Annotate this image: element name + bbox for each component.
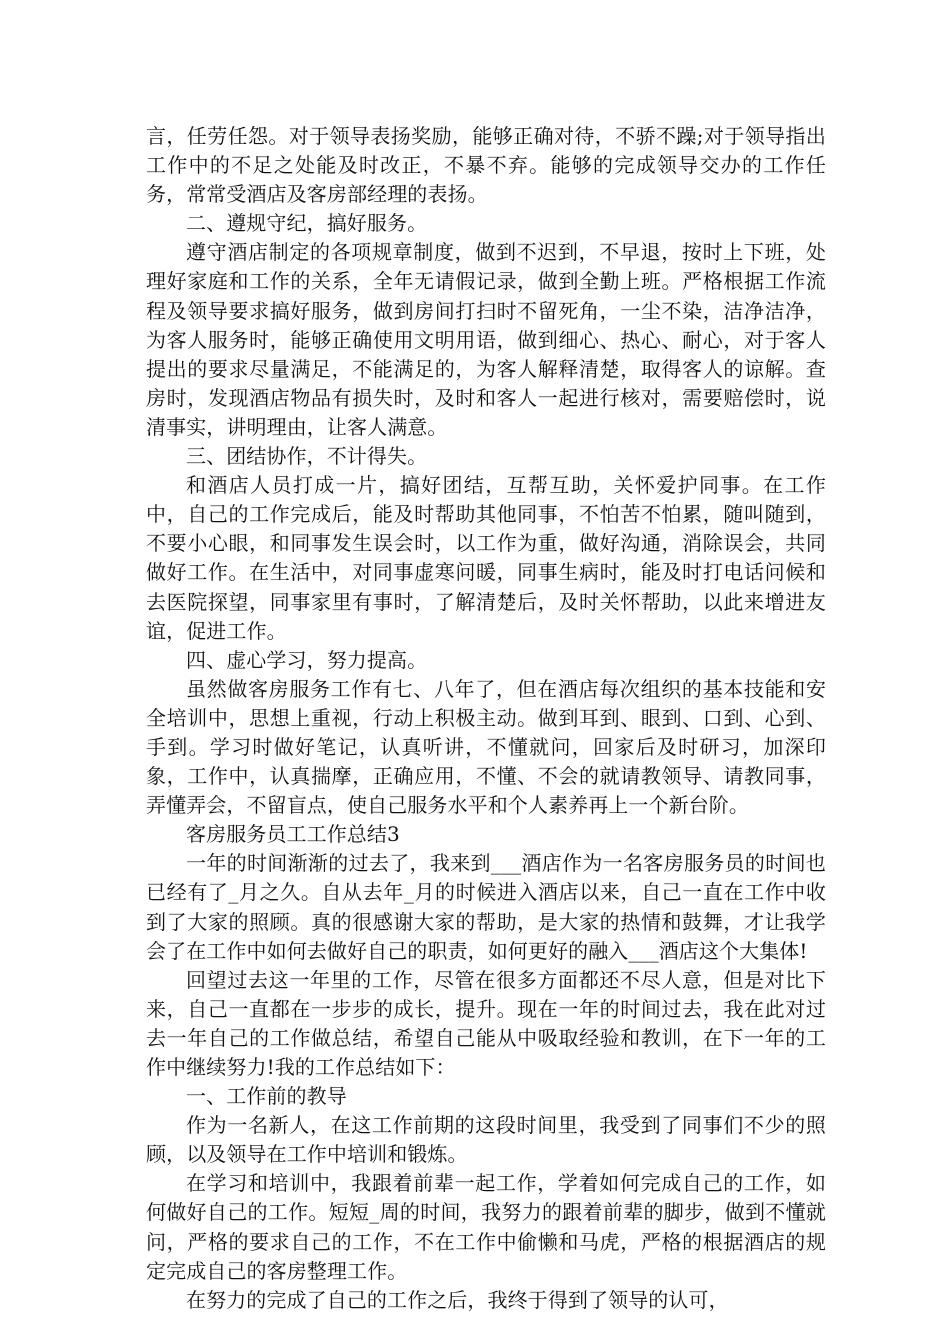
document-body: [146, 122, 826, 1315]
paragraph: 言，任劳任怨。对于领导表扬奖励，能够正确对待，不骄不躁;对于领导指出工作中的不足之处能及时改正，不暴不弃。能够的完成领导交办的工作任务，常常受酒店及客房部经理的表扬。: [146, 124, 826, 207]
paragraph: 一年的时间渐渐的过去了，我来到___酒店作为一名客房服务员的时间也已经有了_月之久。自从去年_月的时候进入酒店以来，自己一直在工作中收到了大家的照顾。真的很感谢大家的帮助，是大家的热情和鼓舞，才让我学会了在工作中如何去做好自己的职责，如何更好的融入___酒店这个大集体!: [146, 851, 826, 963]
section-heading: 四、虚心学习，努力提高。: [186, 647, 428, 672]
document-title: 客房服务员工工作总结3: [186, 822, 400, 847]
paragraph: 在学习和培训中，我跟着前辈一起工作，学着如何完成自己的工作，如何做好自己的工作。短短_周的时间，我努力的跟着前辈的脚步，做到不懂就问，严格的要求自己的工作，不在工作中偷懒和马虎，严格的根据酒店的规定完成自己的客房整理工作。: [146, 1171, 826, 1283]
paragraph: 虽然做客房服务工作有七、八年了，但在酒店每次组织的基本技能和安全培训中，思想上重视，行动上积极主动。做到耳到、眼到、口到、心到、手到。学习时做好笔记，认真听讲，不懂就问，回家后及时研习，加深印象，工作中，认真揣摩，正确应用，不懂、不会的就请教领导、请教同事，弄懂弄会，不留盲点，使自己服务水平和个人素养再上一个新台阶。: [146, 676, 826, 818]
paragraph: 回望过去这一年里的工作，尽管在很多方面都还不尽人意，但是对比下来，自己一直都在一步步的成长，提升。现在一年的时间过去，我在此对过去一年自己的工作做总结，希望自己能从中吸取经验和教训，在下一年的工作中继续努力!我的工作总结如下：: [146, 967, 826, 1079]
paragraph: 和酒店人员打成一片，搞好团结，互帮互助，关怀爱护同事。在工作中，自己的工作完成后，能及时帮助其他同事，不怕苦不怕累，随叫随到，不要小心眼，和同事发生误会时，以工作为重，做好沟通，消除误会，共同做好工作。在生活中，对同事虚寒问暖，同事生病时，能及时打电话问候和去医院探望，同事家里有事时，了解清楚后，及时关怀帮助，以此来增进友谊，促进工作。: [146, 473, 826, 643]
paragraph: 遵守酒店制定的各项规章制度，做到不迟到，不早退，按时上下班，处理好家庭和工作的关系，全年无请假记录，做到全勤上班。严格根据工作流程及领导要求搞好服务，做到房间打扫时不留死角，一尘不染，洁净洁净，为客人服务时，能够正确使用文明用语，做到细心、热心、耐心，对于客人提出的要求尽量满足，不能满足的，为客人解释清楚，取得客人的谅解。查房时，发现酒店物品有损失时，及时和客人一起进行核对，需要赔偿时，说清事实，讲明理由，让客人满意。: [146, 240, 826, 439]
section-heading: 三、团结协作，不计得失。: [186, 444, 428, 469]
paragraph: 作为一名新人，在这工作前期的这段时间里，我受到了同事们不少的照顾，以及领导在工作中培训和锻炼。: [146, 1113, 826, 1167]
section-heading: 一、工作前的教导: [186, 1084, 347, 1109]
paragraph: 在努力的完成了自己的工作之后，我终于得到了领导的认可，: [186, 1287, 729, 1312]
section-heading: 二、遵规守纪，搞好服务。: [186, 211, 428, 236]
